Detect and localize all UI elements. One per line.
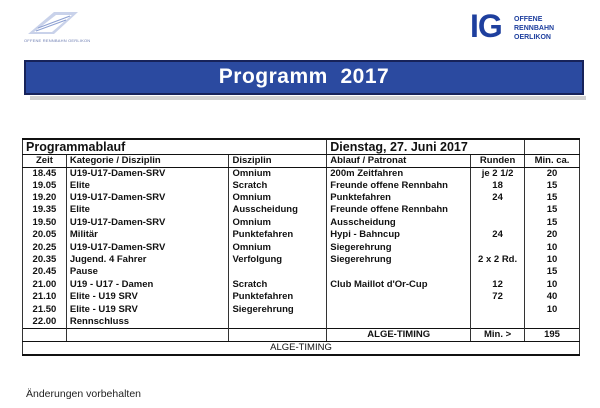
table-cell: 24 — [471, 229, 525, 241]
table-cell: 21.10 — [23, 291, 67, 303]
table-cell: 15 — [525, 204, 580, 216]
min-label: Min. > — [471, 328, 525, 341]
table-title-row — [23, 139, 580, 154]
timing-banner: ALGE-TIMING — [23, 341, 580, 355]
table-row — [23, 316, 580, 329]
table-cell — [229, 316, 327, 329]
table-row — [23, 167, 580, 180]
table-row — [23, 204, 580, 216]
table-row — [23, 180, 580, 192]
table-cell: 40 — [525, 291, 580, 303]
table-cell — [471, 217, 525, 229]
table-cell: Siegerehrung — [229, 303, 327, 315]
column-header: Runden — [471, 154, 525, 167]
table-cell: Punktefahren — [229, 229, 327, 241]
table-cell: Hypi - Bahncup — [327, 229, 471, 241]
table-cell: Ausscheidung — [327, 217, 471, 229]
table-cell: U19-U17-Damen-SRV — [66, 217, 229, 229]
table-cell: 2 x 2 Rd. — [471, 254, 525, 266]
table-cell: 20.05 — [23, 229, 67, 241]
table-cell: Elite - U19 SRV — [66, 291, 229, 303]
table-cell: 20.35 — [23, 254, 67, 266]
total-minutes: 195 — [525, 328, 580, 341]
table-cell: 200m Zeitfahren — [327, 167, 471, 180]
table-cell: 10 — [525, 303, 580, 315]
velodrome-logo-icon — [24, 10, 80, 36]
timing-banner-row — [23, 341, 580, 355]
table-cell — [471, 204, 525, 216]
table-cell: 18.45 — [23, 167, 67, 180]
table-cell: 20 — [525, 167, 580, 180]
table-row — [23, 254, 580, 266]
column-header: Kategorie / Disziplin — [66, 154, 229, 167]
table-cell: 12 — [471, 279, 525, 291]
table-cell — [327, 266, 471, 278]
table-cell: 10 — [525, 241, 580, 253]
table-cell: Ausscheidung — [229, 204, 327, 216]
table-row — [23, 229, 580, 241]
table-cell: Scratch — [229, 180, 327, 192]
ig-logo-line: OFFENE — [514, 16, 543, 23]
table-cell: Elite — [66, 180, 229, 192]
ig-logo-text — [514, 15, 554, 42]
column-header: Ablauf / Patronat — [327, 154, 471, 167]
table-cell: Omnium — [229, 217, 327, 229]
table-cell — [327, 316, 471, 329]
ig-logo-line: OERLIKON — [514, 34, 551, 41]
table-cell: 72 — [471, 291, 525, 303]
table-cell: 15 — [525, 217, 580, 229]
table-cell: 24 — [471, 192, 525, 204]
table-cell: Omnium — [229, 167, 327, 180]
table-cell — [327, 303, 471, 315]
title-banner — [24, 60, 584, 95]
ig-logo — [470, 8, 590, 46]
table-cell: Jugend. 4 Fahrer — [66, 254, 229, 266]
table-cell: Elite - U19 SRV — [66, 303, 229, 315]
table-row — [23, 217, 580, 229]
table-cell: 15 — [525, 192, 580, 204]
table-cell: 19.50 — [23, 217, 67, 229]
table-cell: je 2 1/2 — [471, 167, 525, 180]
table-cell: Omnium — [229, 241, 327, 253]
table-cell: Siegerehrung — [327, 254, 471, 266]
table-cell: Elite — [66, 204, 229, 216]
empty-cell — [66, 328, 229, 341]
event-date: Dienstag, 27. Juni 2017 — [327, 139, 525, 154]
table-cell — [327, 291, 471, 303]
empty-cell — [23, 328, 67, 341]
table-cell: 19.35 — [23, 204, 67, 216]
ig-logo-brand: IG — [470, 8, 502, 44]
table-cell: Siegerehrung — [327, 241, 471, 253]
table-cell: 19.20 — [23, 192, 67, 204]
table-cell: U19-U17-Damen-SRV — [66, 241, 229, 253]
table-cell: 22.00 — [23, 316, 67, 329]
table-cell: Club Maillot d'Or-Cup — [327, 279, 471, 291]
table-cell — [525, 316, 580, 329]
section-title: Programmablauf — [23, 139, 327, 154]
table-cell: 20 — [525, 229, 580, 241]
table-cell — [471, 266, 525, 278]
table-cell: U19-U17-Damen-SRV — [66, 167, 229, 180]
table-cell: U19-U17-Damen-SRV — [66, 192, 229, 204]
empty-cell — [525, 139, 580, 154]
table-cell: Freunde offene Rennbahn — [327, 204, 471, 216]
table-cell — [471, 241, 525, 253]
table-cell: 10 — [525, 254, 580, 266]
table-cell — [229, 266, 327, 278]
banner-shadow — [30, 96, 586, 100]
table-cell: Rennschluss — [66, 316, 229, 329]
organizer-logo — [18, 10, 91, 50]
disclaimer-note: Änderungen vorbehalten — [26, 388, 142, 400]
schedule-table — [22, 138, 580, 356]
column-header: Disziplin — [229, 154, 327, 167]
table-cell: Omnium — [229, 192, 327, 204]
table-cell: 10 — [525, 279, 580, 291]
table-row — [23, 303, 580, 315]
table-cell: 20.25 — [23, 241, 67, 253]
table-cell — [471, 316, 525, 329]
table-cell: Punktefahren — [229, 291, 327, 303]
table-cell: 19.05 — [23, 180, 67, 192]
table-cell: Freunde offene Rennbahn — [327, 180, 471, 192]
table-cell: 15 — [525, 266, 580, 278]
column-header: Zeit — [23, 154, 67, 167]
table-cell: Pause — [66, 266, 229, 278]
table-cell — [471, 303, 525, 315]
table-row — [23, 192, 580, 204]
table-row — [23, 266, 580, 278]
table-cell: Punktefahren — [327, 192, 471, 204]
table-row — [23, 291, 580, 303]
table-cell: U19 - U17 - Damen — [66, 279, 229, 291]
page-title: Programm 2017 — [218, 65, 390, 88]
table-cell: 21.00 — [23, 279, 67, 291]
table-cell: Scratch — [229, 279, 327, 291]
timing-total-row — [23, 328, 580, 341]
timing-label: ALGE-TIMING — [327, 328, 471, 341]
column-header-row — [23, 154, 580, 167]
ig-logo-line: RENNBAHN — [514, 25, 555, 32]
column-header: Min. ca. — [525, 154, 580, 167]
table-cell: 21.50 — [23, 303, 67, 315]
table-cell: 15 — [525, 180, 580, 192]
organizer-logo-caption: OFFENE RENNBAHN OERLIKON — [24, 38, 91, 43]
table-cell: 18 — [471, 180, 525, 192]
empty-cell — [229, 328, 327, 341]
table-cell: Militär — [66, 229, 229, 241]
table-row — [23, 241, 580, 253]
table-cell: 20.45 — [23, 266, 67, 278]
table-cell: Verfolgung — [229, 254, 327, 266]
table-row — [23, 279, 580, 291]
